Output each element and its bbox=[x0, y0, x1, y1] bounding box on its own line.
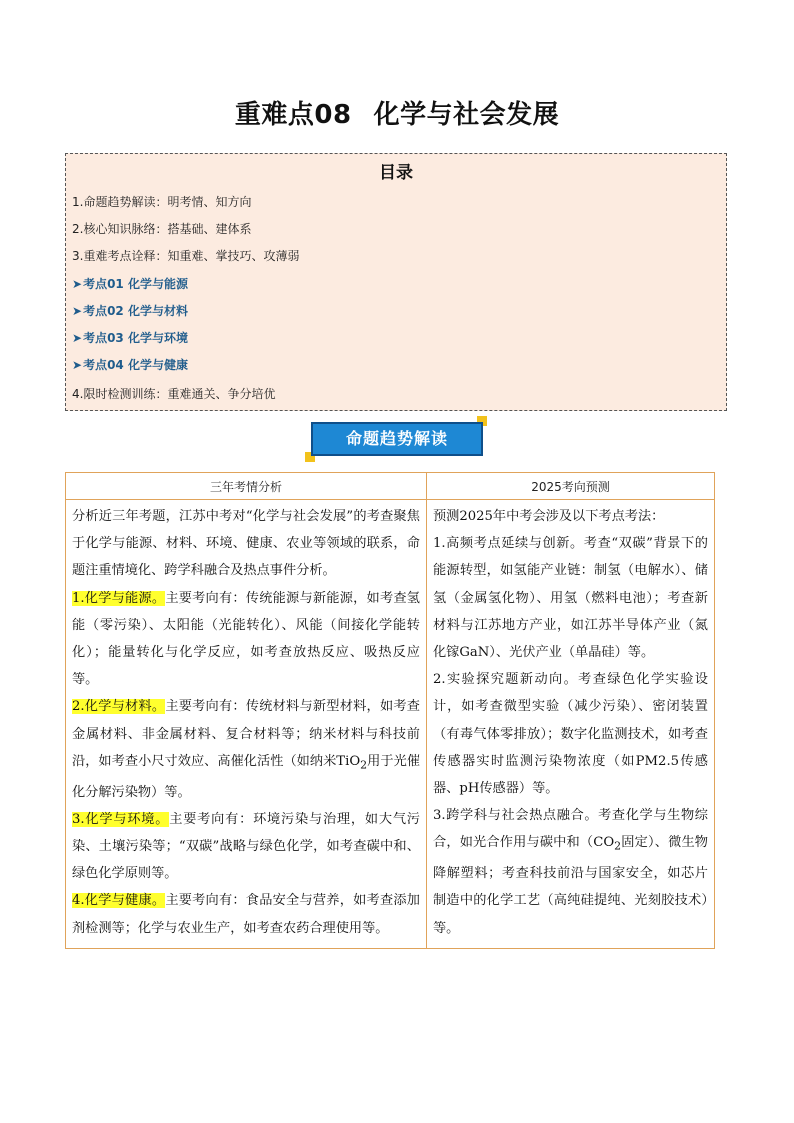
environment-label: 3.化学与环境。 bbox=[72, 811, 170, 827]
toc-item-key-points[interactable]: 3.重难考点诠释：知重难、掌技巧、攻薄弱 bbox=[72, 249, 300, 263]
materials-subscript: 2 bbox=[360, 758, 368, 772]
page-title bbox=[0, 94, 794, 131]
toc-item-knowledge[interactable]: 2.核心知识脉络：搭基础、建体系 bbox=[72, 222, 252, 236]
health-text: 主要考向有：食品安全与营养，如考查添加剂检测等；化学与农业生产，如考查农药合理使用等。 bbox=[72, 893, 420, 936]
toc-point-label: 考点02 化学与材料 bbox=[83, 304, 188, 318]
materials-label: 2.化学与材料。 bbox=[72, 699, 166, 715]
materials-text-a: 主要考向有：传统材料与新型材料，如考查金属材料、非金属材料、复合材料等；纳米材料与科技前沿，如考查小尺寸效应、高催化活性（如纳米TiO bbox=[72, 699, 420, 769]
header-three-year-analysis: 三年考情分析 bbox=[66, 473, 427, 500]
toc-item-training[interactable]: 4.限时检测训练：重难通关、争分培优 bbox=[72, 387, 276, 401]
forecast-3a: 3.跨学科与社会热点融合。考查化学与生物综合，如光合作用与碳中和（CO bbox=[433, 808, 708, 851]
toc-item-trend[interactable]: 1.命题趋势解读：明考情、知方向 bbox=[72, 195, 252, 209]
toc-point-label: 考点03 化学与环境 bbox=[83, 331, 188, 345]
forecast-subscript: 2 bbox=[614, 840, 622, 854]
toc-item-point-03[interactable] bbox=[72, 330, 188, 346]
energy-text: 主要考向有：传统能源与新能源，如考查氢能（零污染）、太阳能（光能转化）、风能（间接化学能转化）；能量转化与化学反应，如考查放热反应、吸热反应等。 bbox=[72, 590, 420, 688]
environment-text: 主要考向有：环境污染与治理，如大气污染、土壤污染等；“双碳”战略与绿色化学，如考查碳中和、绿色化学原则等。 bbox=[72, 811, 420, 882]
header-2025-forecast: 2025考向预测 bbox=[427, 473, 715, 500]
materials-text-b: 用于光催化分解污染物）等。 bbox=[72, 753, 421, 800]
toc-heading: 目录 bbox=[379, 163, 413, 183]
arrow-right-icon: ➤ bbox=[72, 304, 83, 318]
banner-label: 命题趋势解读 bbox=[311, 422, 483, 456]
energy-label: 1.化学与能源。 bbox=[72, 590, 166, 606]
health-label: 4.化学与健康。 bbox=[72, 893, 166, 909]
title-prefix: 重难点08 bbox=[234, 100, 352, 130]
right-intro: 预测2025年中考会涉及以下考点考法： bbox=[433, 509, 665, 524]
right-forecast-cell bbox=[427, 500, 715, 949]
section-banner bbox=[305, 416, 489, 462]
left-analysis-cell bbox=[66, 500, 427, 949]
title-main: 化学与社会发展 bbox=[373, 100, 560, 130]
forecast-1: 1.高频考点延续与创新。考查“双碳”背景下的能源转型，如氢能产业链：制氢（电解水）、储氢（金属氢化物）、用氢（燃料电池）；考查新材料与江苏地方产业，如江苏半导体产业（氮化镓GaN）、光伏产业（单晶硅）等。 bbox=[433, 536, 708, 661]
forecast-2: 2.实验探究题新动向。考查绿色化学实验设计，如考查微型实验（减少污染）、密闭装置（有毒气体零排放）；数字化监测技术，如考查传感器实时监测污染物浓度（如PM2.5传感器、pH传感器）等。 bbox=[433, 672, 708, 797]
toc-item-point-04[interactable] bbox=[72, 357, 188, 373]
toc-item-point-02[interactable] bbox=[72, 303, 188, 319]
arrow-right-icon: ➤ bbox=[72, 277, 83, 291]
forecast-3b: 固定）、微生物降解塑料；考查科技前沿与国家安全，如芯片制造中的化学工艺（高纯硅提纯、光刻胶技术）等。 bbox=[433, 835, 708, 936]
table-of-contents bbox=[65, 153, 727, 411]
table-row bbox=[66, 500, 715, 949]
arrow-right-icon: ➤ bbox=[72, 331, 83, 345]
toc-point-label: 考点01 化学与能源 bbox=[83, 277, 188, 291]
toc-item-point-01[interactable] bbox=[72, 276, 188, 292]
arrow-right-icon: ➤ bbox=[72, 358, 83, 372]
analysis-table bbox=[65, 472, 715, 949]
left-intro: 分析近三年考题，江苏中考对“化学与社会发展”的考查聚焦于化学与能源、材料、环境、健康、农业等领域的联系，命题注重情境化、跨学科融合及热点事件分析。 bbox=[72, 509, 420, 579]
toc-point-label: 考点04 化学与健康 bbox=[83, 358, 188, 372]
table-header-row bbox=[66, 473, 715, 500]
